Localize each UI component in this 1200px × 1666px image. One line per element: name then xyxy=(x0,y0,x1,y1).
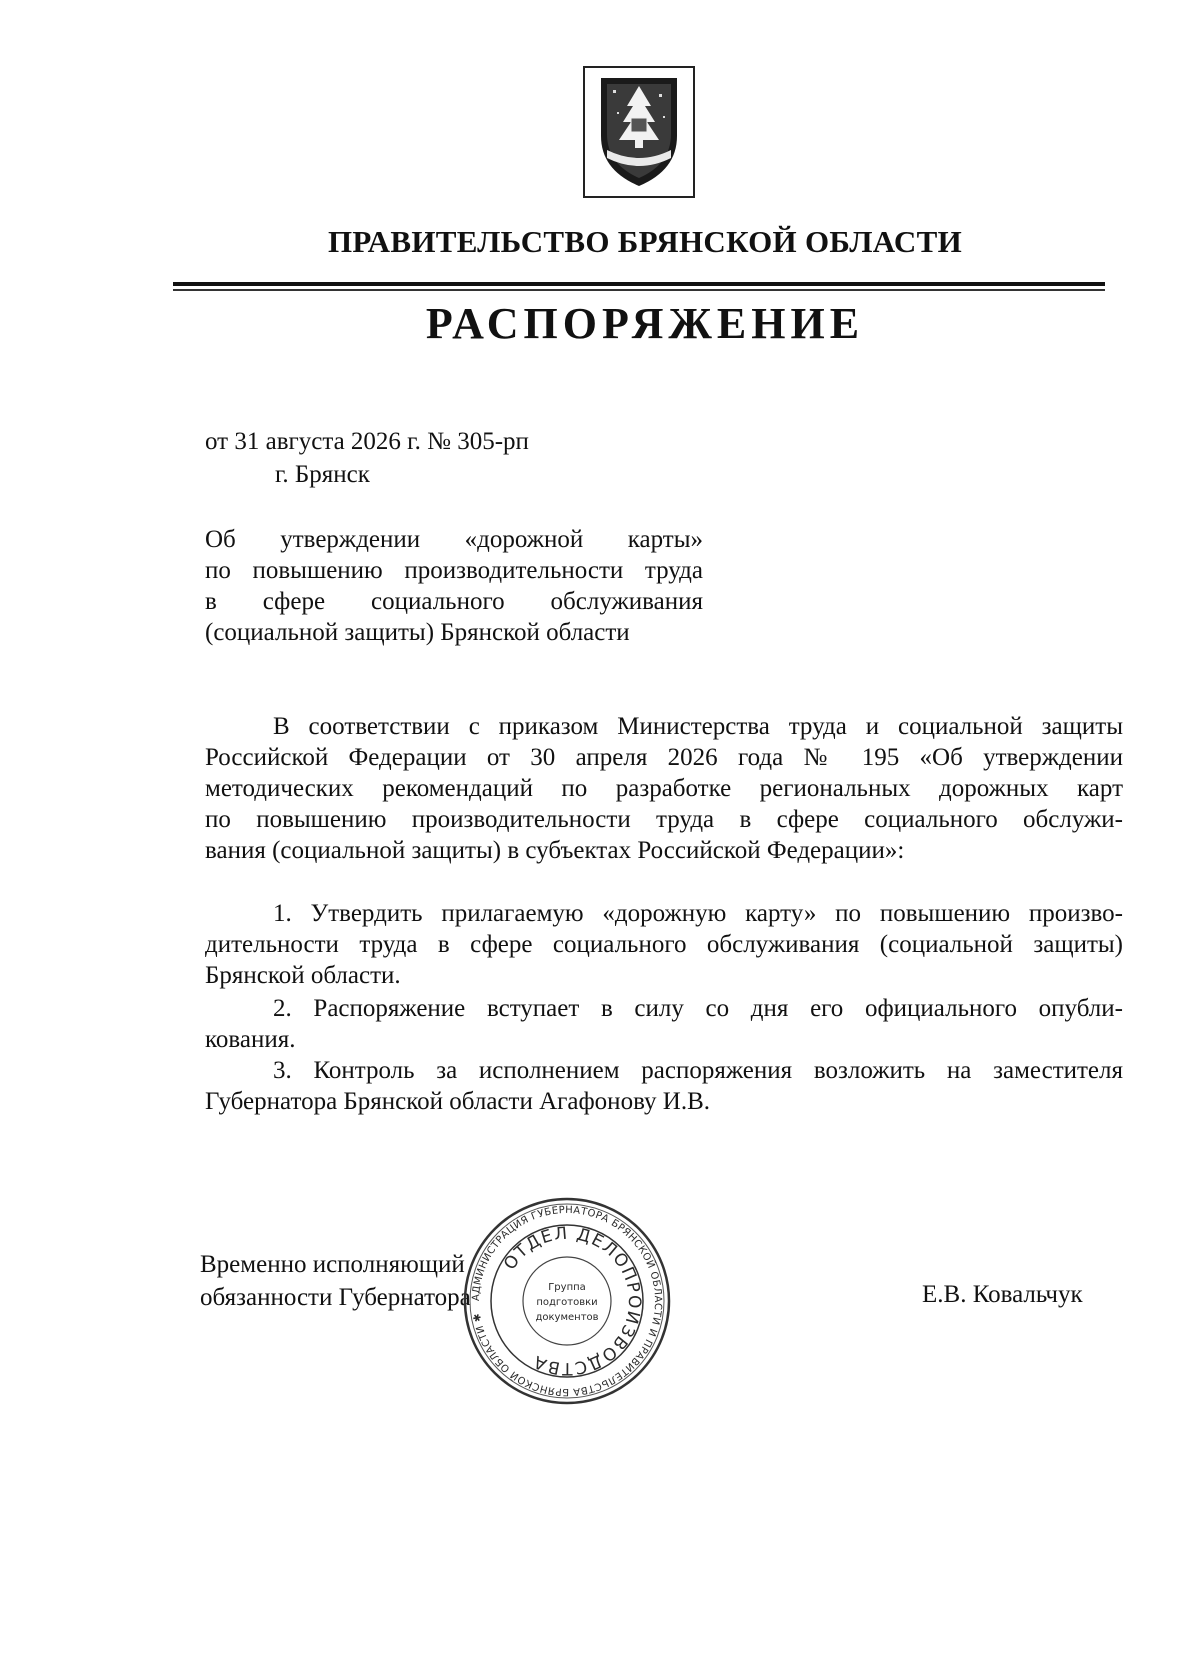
stamp-inner-text: ОТДЕЛ ДЕЛОПРОИЗВОДСТВА xyxy=(500,1223,645,1379)
stamp-center-line: Группа xyxy=(548,1282,586,1293)
item-3-line: 3. Контроль за исполнением распоряжения возложить на заместителя xyxy=(273,1057,1123,1084)
preamble-paragraph xyxy=(205,711,1123,866)
subject-line: по повышению производительности труда xyxy=(205,557,703,584)
item-2-paragraph xyxy=(205,993,1123,1055)
item-1-line: Брянской области. xyxy=(205,962,401,989)
document-type-title: РАСПОРЯЖЕНИЕ xyxy=(425,299,865,348)
subject-line: в сфере социального обслуживания xyxy=(205,588,703,615)
item-1-line: 1. Утвердить прилагаемую «дорожную карту» по повышению произво- xyxy=(273,900,1123,927)
preamble-line: по повышению производительности труда в сфере социального обслужи- xyxy=(205,806,1123,833)
document-city: г. Брянск xyxy=(275,461,370,488)
preamble-line: вания (социальной защиты) в субъектах Российской Федерации»: xyxy=(205,837,905,864)
document-subject xyxy=(205,524,703,648)
item-3-line: Губернатора Брянской области Агафонову И.В. xyxy=(205,1088,710,1115)
stamp-center-line: документов xyxy=(535,1312,599,1323)
official-stamp-icon xyxy=(462,1196,672,1406)
preamble-line: В соответствии с приказом Министерства труда и социальной защиты xyxy=(273,713,1123,740)
organization-title: ПРАВИТЕЛЬСТВО БРЯНСКОЙ ОБЛАСТИ xyxy=(327,224,963,259)
signatory-position xyxy=(200,1248,471,1314)
header-divider-thin xyxy=(173,289,1105,291)
stamp-center-line: подготовки xyxy=(536,1297,598,1308)
item-2-line: кования. xyxy=(205,1026,296,1053)
coat-of-arms-icon xyxy=(583,66,695,198)
subject-line: Об утверждении «дорожной карты» xyxy=(205,526,703,553)
subject-line: (социальной защиты) Брянской области xyxy=(205,619,630,646)
item-2-line: 2. Распоряжение вступает в силу со дня его официального опубли- xyxy=(273,995,1123,1022)
header-divider xyxy=(173,282,1105,286)
preamble-line: методических рекомендаций по разработке региональных дорожных карт xyxy=(205,775,1123,802)
stamp-outer-text: АДМИНИСТРАЦИЯ ГУБЕРНАТОРА БРЯНСКОЙ ОБЛАСТИ И ПРАВИТЕЛЬСТВА БРЯНСКОЙ ОБЛАСТИ ✱ xyxy=(470,1204,664,1398)
item-1-line: дительности труда в сфере социального обслуживания (социальной защиты) xyxy=(205,931,1123,958)
item-1-paragraph xyxy=(205,898,1123,991)
signatory-position-line: Временно исполняющий xyxy=(200,1251,465,1278)
preamble-line: Российской Федерации от 30 апреля 2026 года № 195 «Об утверждении xyxy=(205,744,1123,771)
signatory-name: Е.В. Ковальчук xyxy=(922,1281,1083,1308)
signatory-position-line: обязанности Губернатора xyxy=(200,1284,471,1311)
document-dateline: от 31 августа 2026 г. № 305-рп xyxy=(205,428,529,455)
item-3-paragraph xyxy=(205,1055,1123,1117)
